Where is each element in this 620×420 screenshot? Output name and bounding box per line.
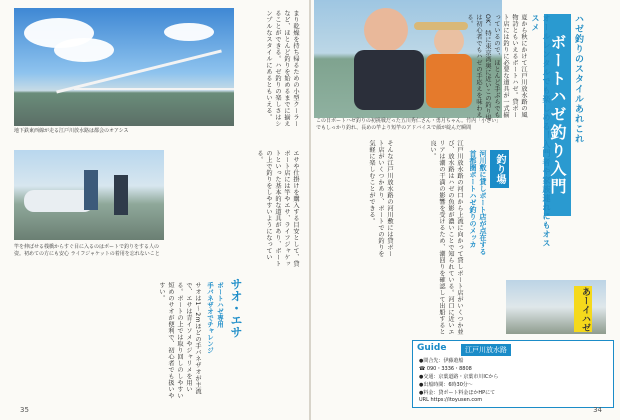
guide-label: Guide (417, 343, 447, 353)
photo-caption-right: この日ボートハゼ釣りの初挑戦だった五川秀仁さん・勇月ちゃん。竹内「小さい」でもしっかり釣れ、長めの竿より短竿のアドバイスで顔が綻んだ瞬間 (316, 118, 502, 131)
section-subtitle-2: 首都圏ボートハゼ釣りのメッカ (469, 150, 477, 248)
lead-text: 夏から秋にかけて江戸川放水路の風物詩ともいえるボートハゼ。貸ボート店には釣りに必要な道具が一式揃っているので、ほとんど手ぶらでもOK。特に東京湾奥に近いこの釣り場は初心者でもハゼの手応えを味わえる。 (466, 14, 527, 122)
sao-body: サオは1～2mほどの手バネザオが主流で、エサは青イソメやジャリメを用いる。ボートの上では取り回しのしやすい短めのサオが便利で、初心者でも扱いやすい。 (158, 282, 201, 399)
section-subtitle-1: 河川敷に貸しボート店が点在する (479, 150, 487, 255)
page-subtitle: オールレンタルでも楽しめる！入門者や家族連れにもオススメ (531, 14, 551, 248)
photo-caption-1: 地下鉄東西線が走る江戸川放水路は都会のオアシス (14, 128, 129, 134)
photo-caption-2: 竿を伸ばせる桟橋からすぐ目に入るのはボートで釣りをする人の姿。初めての方にも安心 ライフジャケットの着用を忘れないこと (14, 244, 160, 257)
shop-sign: あーイハゼ (574, 286, 592, 332)
guide-line: ●交通：京葉道路・京葉市川ICから (419, 374, 499, 380)
title-kicker: ハゼ釣りのスタイルあれこれ (573, 14, 583, 144)
guide-box (412, 340, 614, 408)
guide-url: URL https://itoyusen.com (419, 397, 483, 403)
right-body-1: 江戸川放水路の河口から上流に向かって貸しボート店がいくつか並び、放水路はハゼの魚影が濃いことで知られている。河口に近いエリアは潮の干満の影響を受けるため、潮回りを確認して出船すると良い。 (429, 140, 463, 335)
page-title: ボートハゼ釣り入門 (544, 14, 571, 216)
left-body-mid: エサや仕掛けを購入する目安として、貸ボート店には竿やエサ、ライフジャケットといった基本的な道具があり、ボートの上で釣りをしやすいようになっている。 (256, 150, 299, 267)
page-number-left: 35 (20, 406, 29, 414)
guide-line: ●出船時間：6時30分～ (419, 382, 473, 388)
page-number-right: 34 (593, 406, 602, 414)
sao-title: サオ・エサ (229, 278, 243, 338)
photo-bridge (14, 8, 234, 126)
section-title: 釣り場 (490, 150, 509, 188)
right-page (310, 0, 620, 420)
guide-line: ●料金：貸ボート料金ほかHPにて (419, 390, 496, 396)
photo-pier (14, 150, 164, 240)
sao-subtitle-2: 手バネザオでチャレンジ (206, 282, 214, 354)
photo-boat-shop (506, 280, 606, 334)
sao-subtitle: ボートハゼ専用 (216, 282, 224, 328)
guide-line: ☎ 090・3336・8808 (419, 366, 472, 372)
left-body-top: まり乾燥を持ち帰るための小型クーラーなど、ほとんど釣りを始めるまでに揃えることができる。ハゼ釣りの楽しさはシンプルなスタイルにあるともいえる。 (265, 10, 299, 127)
right-body-2: そんな江戸川放水路の河川敷には貸ボート店がいくつかあり、ボートでの釣りを気軽に楽しむことができる。 (368, 140, 393, 257)
guide-line: ●問合先：伊藤遊船 (419, 358, 464, 364)
guide-name: 江戸川放水路 (461, 344, 511, 356)
